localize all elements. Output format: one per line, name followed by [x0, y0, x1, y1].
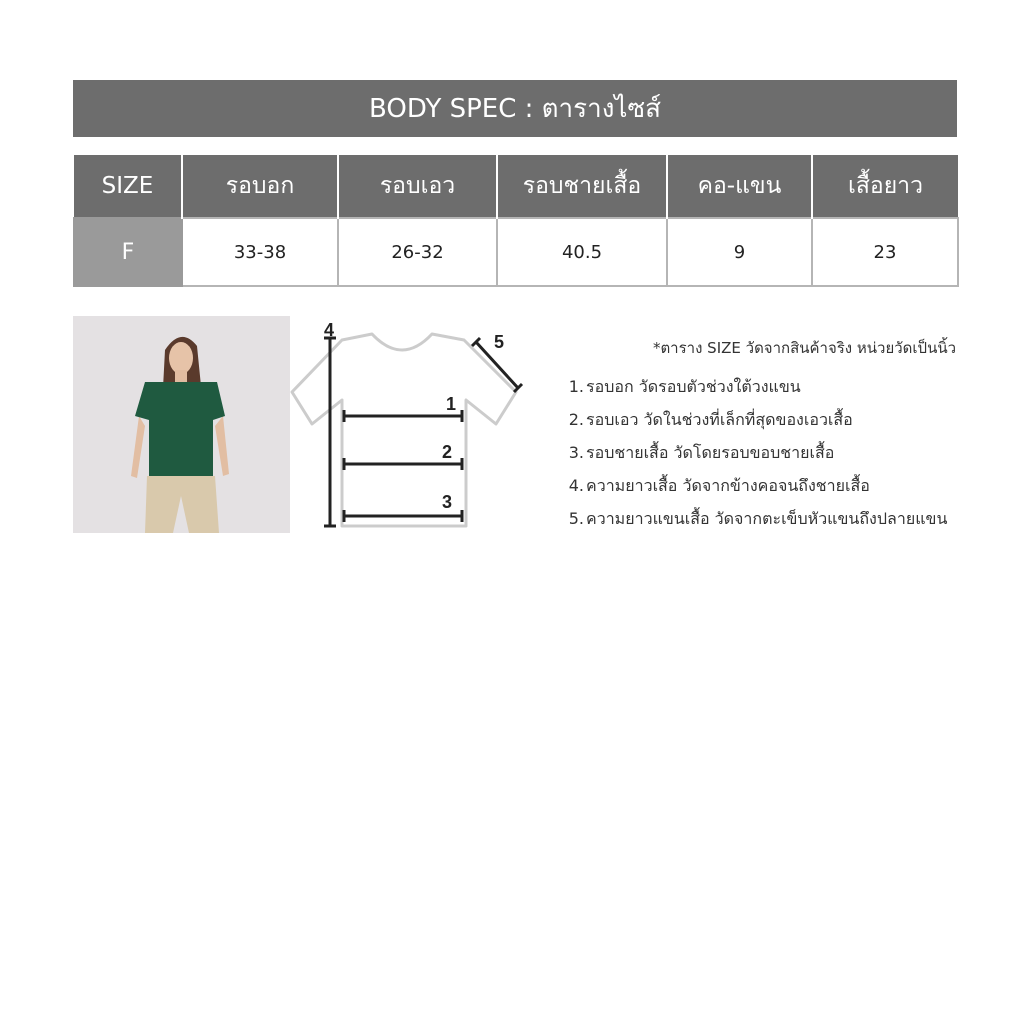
measurement-notes — [560, 336, 1000, 535]
item-number: 4. — [568, 476, 584, 495]
header-chest: รอบอก — [182, 155, 338, 218]
notes-header: *ตาราง SIZE วัดจากสินค้าจริง หน่วยวัดเป็นนิ้ว — [652, 339, 956, 357]
header-neck-sleeve: คอ-แขน — [667, 155, 812, 218]
neck-sleeve-value: 9 — [667, 218, 812, 286]
item-number: 3. — [568, 443, 584, 462]
item-text: ความยาวเสื้อ วัดจากข้างคอจนถึงชายเสื้อ — [586, 476, 870, 495]
item-text: รอบอก วัดรอบตัวช่วงใต้วงแขน — [586, 377, 801, 396]
header-size: SIZE — [74, 155, 182, 218]
tshirt-measurement-diagram — [290, 316, 530, 536]
measure-label-3: 3 — [442, 492, 453, 512]
item-text: รอบชายเสื้อ วัดโดยรอบขอบชายเสื้อ — [586, 443, 835, 462]
waist-value: 26-32 — [338, 218, 497, 286]
size-table — [73, 155, 959, 287]
table-row — [74, 218, 958, 286]
header-length: เสื้อยาว — [812, 155, 958, 218]
item-text: รอบเอว วัดในช่วงที่เล็กที่สุดของเอวเสื้อ — [586, 410, 853, 429]
measure-label-5: 5 — [494, 332, 505, 352]
page-title: BODY SPEC : ตารางไซส์ — [73, 80, 957, 137]
model-photo — [73, 316, 290, 533]
hem-value: 40.5 — [497, 218, 667, 286]
chest-value: 33-38 — [182, 218, 338, 286]
item-number: 5. — [568, 509, 584, 528]
measure-label-1: 1 — [446, 394, 457, 414]
measure-label-2: 2 — [442, 442, 453, 462]
list-item — [560, 370, 1000, 403]
list-item — [560, 469, 1000, 502]
size-value: F — [74, 218, 182, 286]
list-item — [560, 436, 1000, 469]
table-header-row — [74, 155, 958, 218]
item-number: 2. — [568, 410, 584, 429]
list-item — [560, 502, 1000, 535]
header-hem: รอบชายเสื้อ — [497, 155, 667, 218]
list-item — [560, 403, 1000, 436]
length-value: 23 — [812, 218, 958, 286]
measure-label-4: 4 — [324, 320, 335, 340]
header-waist: รอบเอว — [338, 155, 497, 218]
item-number: 1. — [568, 377, 584, 396]
item-text: ความยาวแขนเสื้อ วัดจากตะเข็บหัวแขนถึงปลายแขน — [586, 509, 948, 528]
